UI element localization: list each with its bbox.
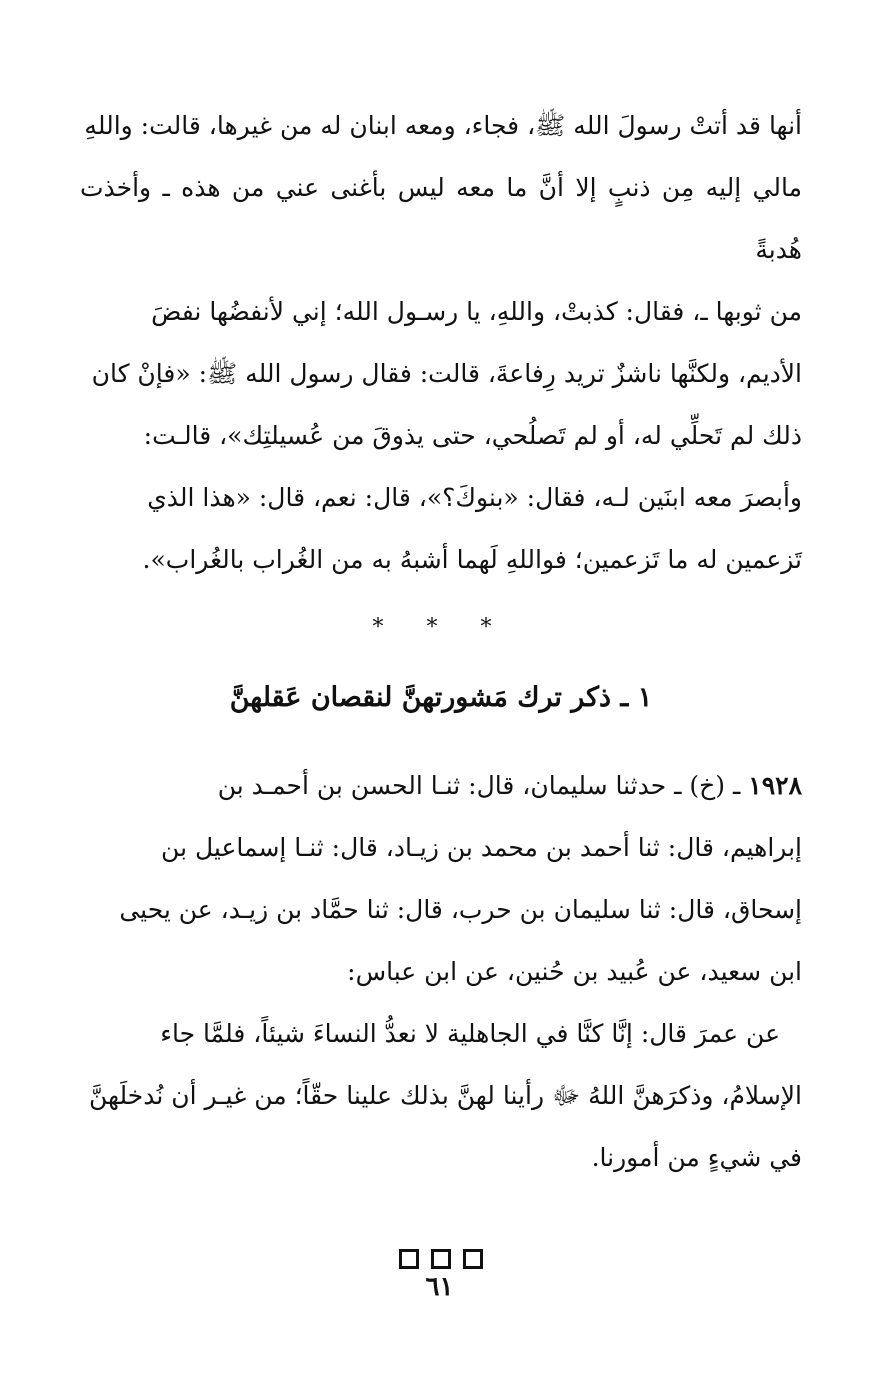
star-separator: * * * (372, 615, 510, 640)
square-ornament-icon (431, 1249, 451, 1269)
page-content (80, 95, 802, 1279)
matn-line: الإسلامُ، وذكرَهنَّ اللهُ ﷻ رأينا لهنَّ بذلك علينا حقّاً؛ من غيـر أن نُدخلَهنَّ (88, 1081, 802, 1110)
text-line: تَزعمين له ما تَزعمين؛ فواللهِ لَهما أشبهُ به من الغُراب بالغُراب». (142, 545, 802, 574)
square-ornament-icon (463, 1249, 483, 1269)
text-line: مالي إليه مِن ذنبٍ إلا أنَّ ما معه ليس بأغنى عني من هذه ـ وأخذت هُدبةً (80, 173, 802, 264)
matn-line: في شيءٍ من أمورنا. (591, 1143, 802, 1172)
section-heading: ١ ـ ذكر ترك مَشورتهنَّ لنقصان عَقلهنَّ (229, 682, 653, 713)
isnad-line: إسحاق، قال: ثنا سليمان بن حرب، قال: ثنا حمَّاد بن زيـد، عن يحيى (119, 895, 802, 924)
page-number: ٦١ (425, 1272, 454, 1302)
isnad-line: ابن سعيد، عن عُبيد بن حُنين، عن ابن عباس: (347, 957, 802, 986)
text-line: أنها قد أتتْ رسولَ الله ﷺ، فجاء، ومعه ابنان له من غيرها، قالت: واللهِ (84, 111, 802, 140)
text-line: وأبصرَ معه ابنَين لـه، فقال: «بنوكَ؟»، قال: نعم، قال: «هذا الذي (147, 483, 802, 512)
hadith-block (80, 755, 802, 1189)
hadith-number: ١٩٢٨ (748, 771, 802, 800)
isnad-line: إبراهيم، قال: ثنا أحمد بن محمد بن زيـاد، قال: ثنـا إسماعيل بن (161, 833, 802, 862)
matn-line: عن عمرَ قال: إنَّا كنَّا في الجاهلية لا نعدُّ النساءَ شيئاً، فلمَّا جاء (160, 1019, 780, 1048)
top-paragraph (80, 95, 802, 591)
text-line: ذلك لم تَحلِّي له، أو لم تَصلُحي، حتى يذوقَ من عُسيلتِك»، قالـت: (143, 421, 802, 450)
square-ornament-icon (399, 1249, 419, 1269)
text-line: الأديم، ولكنَّها ناشزٌ تريد رِفاعةَ، قالت: فقال رسول الله ﷺ: «فإنْ كان (91, 359, 802, 388)
isnad-line: ١٩٢٨ ـ (خ) ـ حدثنا سليمان، قال: ثنـا الحسن بن أحمـد بن (217, 771, 802, 800)
text-line: من ثوبها ـ، فقال: كذبتْ، واللهِ، يا رسـول الله؛ إني لأنفضُها نفضَ (151, 297, 802, 326)
